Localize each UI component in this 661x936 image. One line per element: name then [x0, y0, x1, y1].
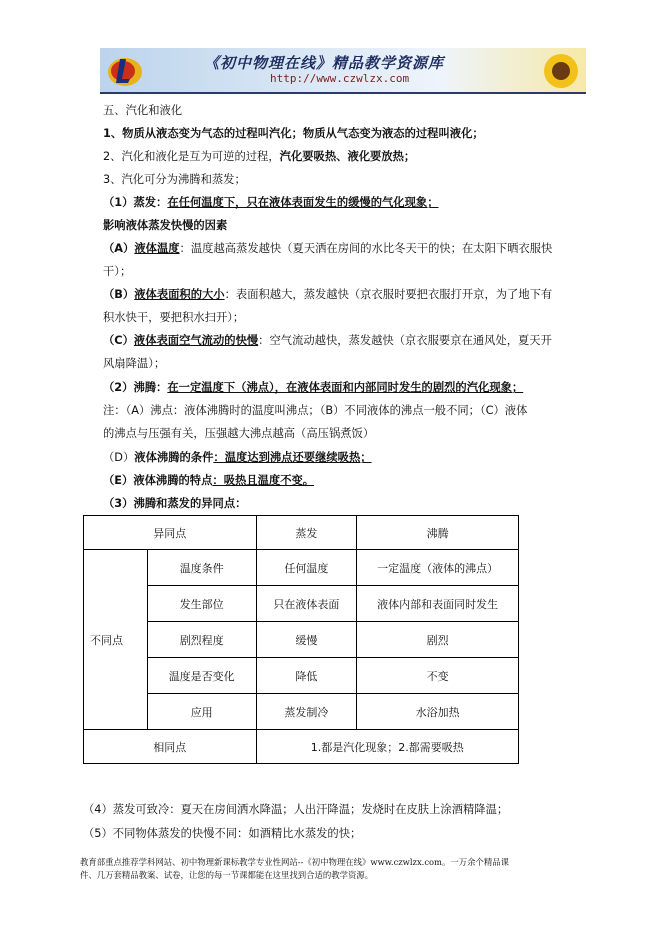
factor-c-label: （C）	[103, 334, 134, 347]
table-cell: 应用	[147, 694, 256, 730]
factor-a	[103, 241, 552, 257]
table-header-cell: 沸腾	[357, 516, 519, 550]
table-cell: 剧烈程度	[147, 622, 256, 658]
site-url[interactable]: http://www.czwlzx.com	[270, 72, 410, 85]
para-after-2: （5）不同物体蒸发的快慢不同：如酒精比水蒸发的快；	[83, 827, 362, 840]
boiling-def	[103, 380, 523, 396]
condition-term: 液体沸腾的条件	[134, 451, 214, 464]
boiling-label: （2）沸腾：	[103, 381, 168, 394]
factor-c	[103, 333, 552, 349]
footer-line-1: 教育部重点推荐学科网站、初中物理新课标教学专业性网站--《初中物理在线》www.czwlzx.com。一万余个精品课	[80, 857, 510, 867]
boiling-text: 在一定温度下（沸点），在液体表面和内部同时发生的剧烈的汽化现象；	[167, 381, 524, 394]
evaporation-text: 在任何温度下，只在液体表面发生的缓慢的气化现象；	[167, 196, 439, 209]
note-2: 的沸点与压强有关，压强越大沸点越高（高压锅煮饭）	[103, 427, 375, 440]
note-1: 注：（A）沸点：液体沸腾时的温度叫沸点；（B）不同液体的沸点一般不同；（C）液体	[103, 404, 528, 417]
table-cell: 降低	[256, 658, 357, 694]
comparison-table	[83, 515, 519, 764]
factor-b-cont: 积水快干，要把积水扫开）；	[103, 311, 245, 324]
para-after-1: （4）蒸发可致冷：夏天在房间洒水降温；人出汗降温；发烧时在皮肤上涂酒精降温；	[83, 803, 509, 816]
table-cell: 只在液体表面	[256, 586, 357, 622]
feature-label: （E）	[103, 474, 134, 487]
feature-text: ：吸热且温度不变。	[212, 474, 315, 487]
factor-c-text: ：空气流动越快，蒸发越快（京衣服要京在通风处，夏天开	[258, 334, 552, 347]
table-row	[84, 694, 519, 730]
site-title: 《初中物理在线》精品教学资源库	[204, 54, 445, 72]
para-3: 3、汽化可分为沸腾和蒸发；	[103, 173, 246, 186]
factor-b-label: （B）	[103, 288, 135, 301]
group-label-cell: 不同点	[84, 550, 148, 730]
factor-a-cont: 干）；	[103, 265, 132, 278]
table-cell: 任何温度	[256, 550, 357, 586]
feature-term: 液体沸腾的特点	[133, 474, 213, 487]
table-row	[84, 730, 519, 764]
table-cell: 水浴加热	[357, 694, 519, 730]
para-2	[103, 149, 415, 165]
factor-c-term: 液体表面空气流动的快慢	[133, 334, 259, 347]
sunflower-icon	[540, 50, 582, 92]
table-row	[84, 586, 519, 622]
factors-heading: 影响液体蒸发快慢的因素	[103, 219, 228, 232]
boiling-feature	[103, 473, 314, 489]
para-2-bold: 汽化要吸热、液化要放热；	[279, 150, 416, 163]
table-header-cell: 蒸发	[256, 516, 357, 550]
logo-icon	[106, 51, 144, 89]
table-cell: 温度条件	[147, 550, 256, 586]
table-header-cell: 异同点	[84, 516, 257, 550]
boiling-condition	[103, 450, 372, 466]
factor-a-term: 液体温度	[134, 242, 180, 255]
para-2-text: 2、汽化和液化是互为可逆的过程，	[103, 150, 280, 163]
header-banner	[100, 48, 586, 94]
para-1: 1、物质从液态变为气态的过程叫汽化；物质从气态变为液态的过程叫液化；	[103, 127, 484, 140]
factor-a-label: （A）	[103, 242, 135, 255]
footer-line-2: 件、几万套精品教案、试卷，让您的每一节课都能在这里找到合适的教学资源。	[80, 870, 374, 880]
factor-a-text: ：温度越高蒸发越快（夏天洒在房间的水比冬天干的快；在太阳下晒衣服快	[179, 242, 553, 255]
evaporation-def	[103, 195, 439, 211]
table-cell: 不变	[357, 658, 519, 694]
factor-b	[103, 287, 552, 303]
table-row	[84, 622, 519, 658]
evaporation-label: （1）蒸发：	[103, 196, 168, 209]
condition-label: （D）	[103, 451, 135, 464]
table-cell: 液体内部和表面同时发生	[357, 586, 519, 622]
table-cell: 蒸发制冷	[256, 694, 357, 730]
table-cell: 剧烈	[357, 622, 519, 658]
table-cell: 缓慢	[256, 622, 357, 658]
section-heading: 五、汽化和液化	[103, 104, 183, 117]
factor-c-cont: 风扇降温）；	[103, 357, 166, 370]
table-cell: 温度是否变化	[147, 658, 256, 694]
factor-b-text: ：表面积越大，蒸发越快（京衣服时要把衣服打开京，为了地下有	[224, 288, 553, 301]
table-row	[84, 658, 519, 694]
comparison-heading: （3）沸腾和蒸发的异同点：	[103, 497, 247, 510]
footer	[80, 856, 580, 882]
same-label-cell: 相同点	[84, 730, 257, 764]
factor-b-term: 液体表面积的大小	[134, 288, 225, 301]
table-cell: 一定温度（液体的沸点）	[357, 550, 519, 586]
same-value-cell: 1.都是汽化现象；2.都需要吸热	[256, 730, 518, 764]
condition-text: ：温度达到沸点还要继续吸热；	[213, 451, 372, 464]
table-row	[84, 550, 519, 586]
table-cell: 发生部位	[147, 586, 256, 622]
table-header-row	[84, 516, 519, 550]
